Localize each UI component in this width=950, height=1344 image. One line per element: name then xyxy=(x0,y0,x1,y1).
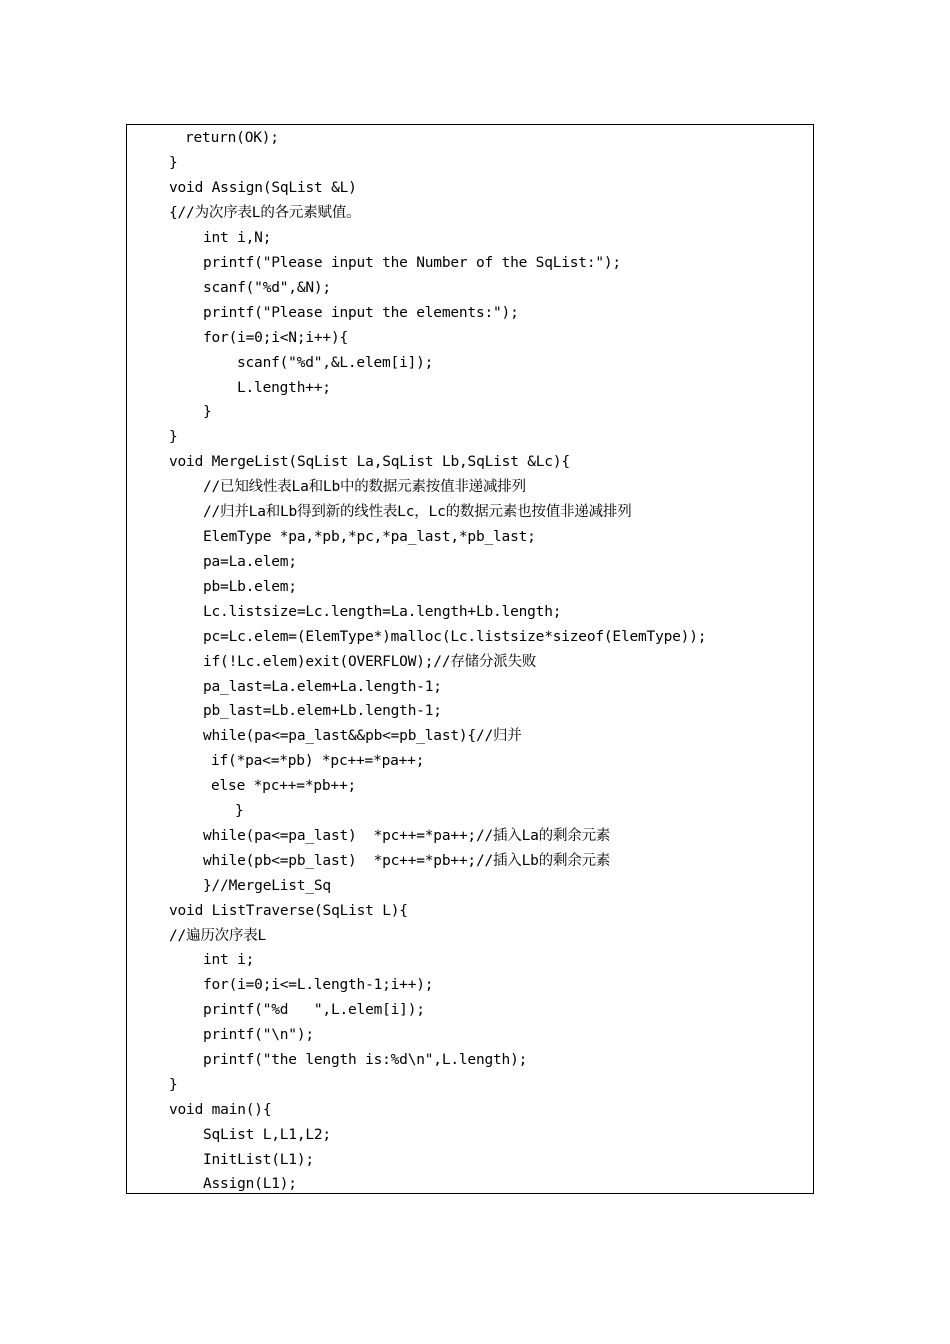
code-line: void MergeList(SqList La,SqList Lb,SqList &Lc){ xyxy=(169,454,570,470)
code-line: Assign(L1); xyxy=(203,1176,297,1192)
code-line: } xyxy=(169,1077,178,1093)
code-line: } xyxy=(169,429,178,445)
code-line: SqList L,L1,L2; xyxy=(203,1127,331,1143)
code-line: void ListTraverse(SqList L){ xyxy=(169,903,408,919)
code-line: //遍历次序表L xyxy=(169,928,267,944)
code-line: while(pa<=pa_last&&pb<=pb_last){//归并 xyxy=(203,728,522,744)
code-line: InitList(L1); xyxy=(203,1152,314,1168)
code-line: //归并La和Lb得到新的线性表Lc，Lc的数据元素也按值非递减排列 xyxy=(203,504,632,520)
code-line: } xyxy=(235,803,244,819)
code-line: printf("Please input the Number of the SqList:"); xyxy=(203,255,621,271)
code-line: while(pb<=pb_last) *pc++=*pb++;//插入Lb的剩余元素 xyxy=(203,853,611,869)
code-box xyxy=(126,124,814,1194)
code-line: scanf("%d",&N); xyxy=(203,280,331,296)
code-line: for(i=0;i<=L.length-1;i++); xyxy=(203,977,434,993)
code-line: Lc.listsize=Lc.length=La.length+Lb.length; xyxy=(203,604,562,620)
code-line: void main(){ xyxy=(169,1102,272,1118)
code-line: while(pa<=pa_last) *pc++=*pa++;//插入La的剩余元素 xyxy=(203,828,611,844)
code-line: pa=La.elem; xyxy=(203,554,297,570)
code-line: printf("%d ",L.elem[i]); xyxy=(203,1002,425,1018)
code-line: pc=Lc.elem=(ElemType*)malloc(Lc.listsize*sizeof(ElemType)); xyxy=(203,629,707,645)
code-line: scanf("%d",&L.elem[i]); xyxy=(237,355,434,371)
code-line: {//为次序表L的各元素赋值。 xyxy=(169,205,361,221)
code-line: pb=Lb.elem; xyxy=(203,579,297,595)
code-line: } xyxy=(169,155,178,171)
code-line: int i,N; xyxy=(203,230,272,246)
code-line: if(!Lc.elem)exit(OVERFLOW);//存储分派失败 xyxy=(203,654,537,670)
code-line: else *pc++=*pb++; xyxy=(211,778,357,794)
code-line: for(i=0;i<N;i++){ xyxy=(203,330,349,346)
code-line: //已知线性表La和Lb中的数据元素按值非递减排列 xyxy=(203,479,526,495)
code-line: printf("Please input the elements:"); xyxy=(203,305,519,321)
code-line: printf("\n"); xyxy=(203,1027,314,1043)
code-line: ElemType *pa,*pb,*pc,*pa_last,*pb_last; xyxy=(203,529,536,545)
code-line: L.length++; xyxy=(237,380,331,396)
code-line: int i; xyxy=(203,952,255,968)
code-line: printf("the length is:%d\n",L.length); xyxy=(203,1052,528,1068)
code-line: return(OK); xyxy=(185,130,279,146)
code-line: }//MergeList_Sq xyxy=(203,878,331,894)
code-line: pa_last=La.elem+La.length-1; xyxy=(203,679,442,695)
code-line: pb_last=Lb.elem+Lb.length-1; xyxy=(203,703,442,719)
code-line: } xyxy=(203,404,212,420)
code-listing xyxy=(127,125,813,1193)
code-line: void Assign(SqList &L) xyxy=(169,180,357,196)
code-line: if(*pa<=*pb) *pc++=*pa++; xyxy=(211,753,425,769)
